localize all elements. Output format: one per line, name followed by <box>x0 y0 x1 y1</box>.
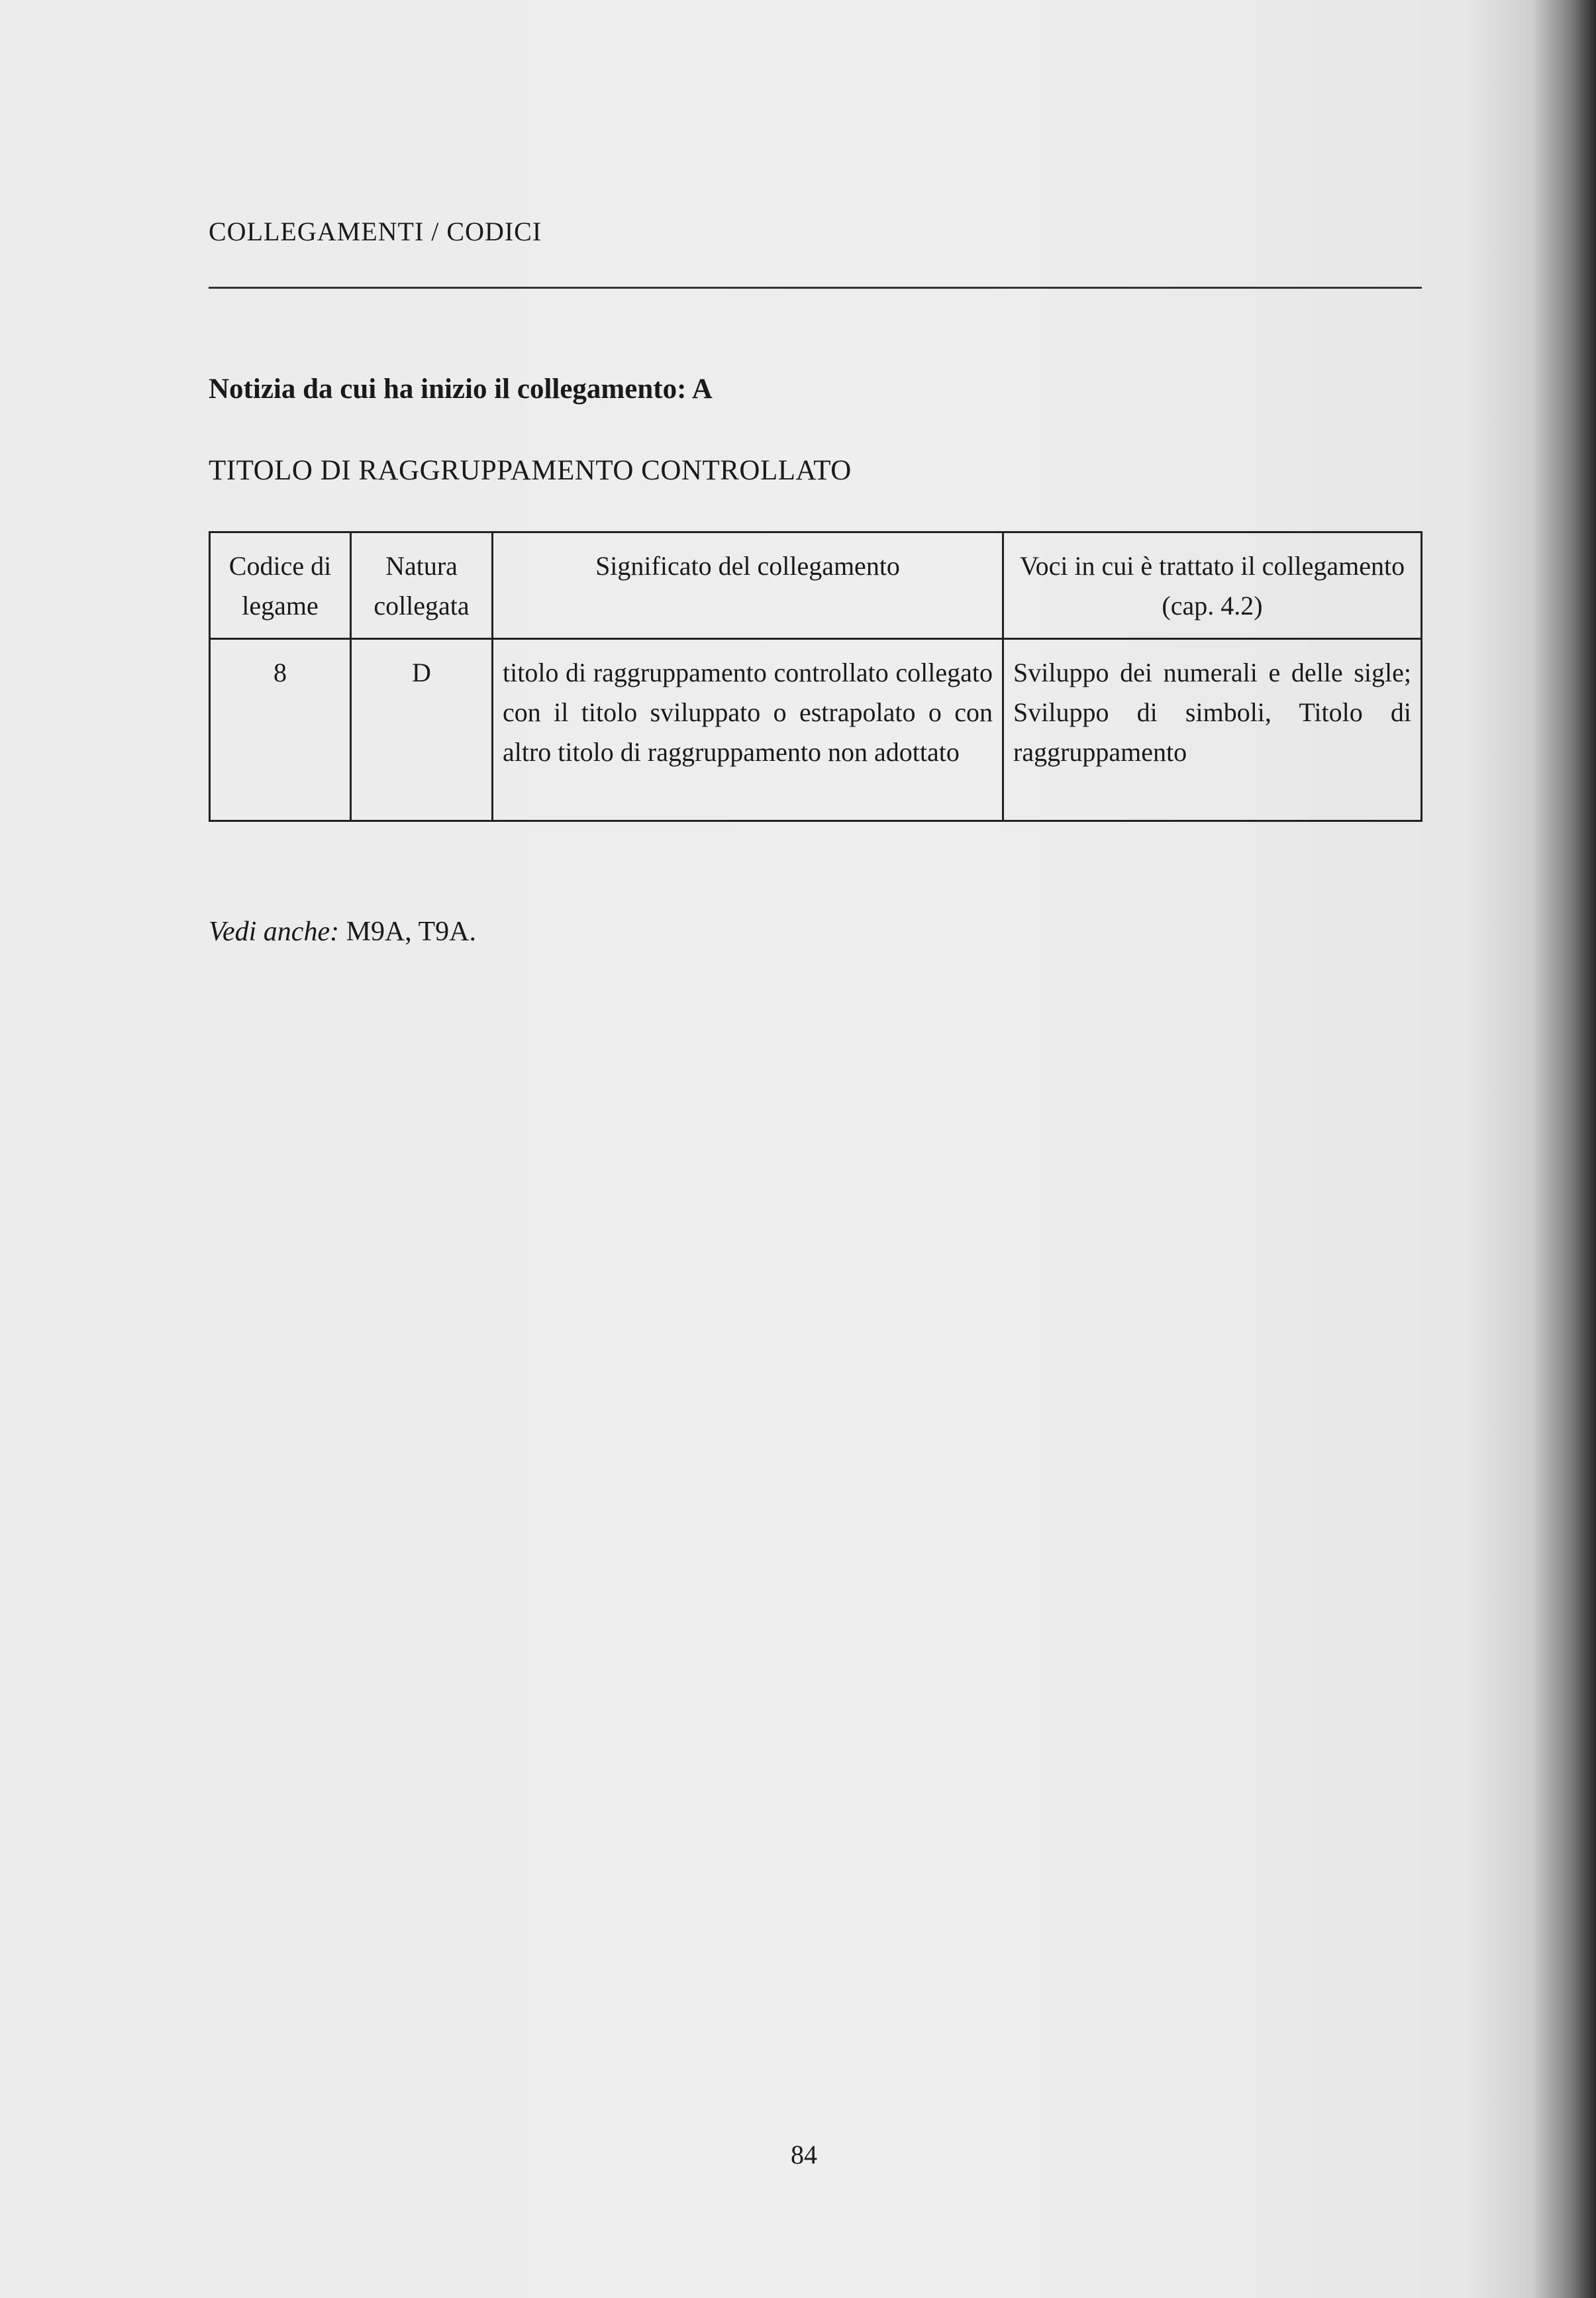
table-row <box>210 639 1422 821</box>
link-heading: Notizia da cui ha inizio il collegamento: A <box>209 374 713 405</box>
section-title: TITOLO DI RAGGRUPPAMENTO CONTROLLATO <box>209 455 852 486</box>
header-rule <box>209 287 1422 289</box>
header-significato: Significato del collegamento <box>493 532 1003 639</box>
header-natura-collegata: Natura collegata <box>351 532 493 639</box>
table-header-row <box>210 532 1422 639</box>
link-table <box>209 531 1422 822</box>
see-also <box>209 916 476 948</box>
page-number: 84 <box>791 2140 817 2170</box>
cell-codice: 8 <box>210 639 351 821</box>
cell-significato: titolo di raggruppamento controllato collegato con il titolo sviluppato o estrapolato o con altro titolo di raggruppamento non adottato <box>493 639 1003 821</box>
see-also-label: Vedi anche: <box>209 917 340 947</box>
header-codice-di-legame: Codice di legame <box>210 532 351 639</box>
header-voci: Voci in cui è trattato il collegamento (cap. 4.2) <box>1003 532 1422 639</box>
running-header: COLLEGAMENTI / CODICI <box>209 217 542 246</box>
see-also-value: M9A, T9A. <box>339 917 476 947</box>
cell-natura: D <box>351 639 493 821</box>
cell-voci: Sviluppo dei numerali e delle sigle; Sviluppo di simboli, Titolo di raggruppamento <box>1003 639 1422 821</box>
